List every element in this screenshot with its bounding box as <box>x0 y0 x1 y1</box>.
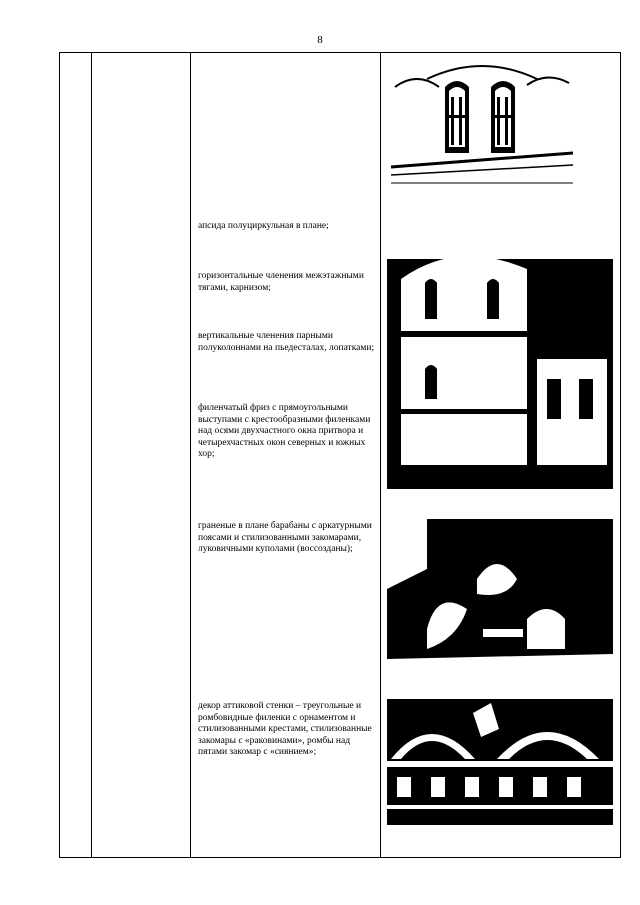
page-number: 8 <box>317 34 323 46</box>
description-apse: апсида полуциркульная в плане; <box>198 221 329 231</box>
column-divider-1 <box>91 53 92 857</box>
column-divider-3 <box>380 53 381 857</box>
description-drums: граненые в плане барабаны с аркатурными поясами и стилизованными закомарами, луковичными куполами (воссозданы); <box>198 521 372 554</box>
description-table <box>59 52 621 858</box>
description-horizontal-divisions: горизонтальные членения межэтажными тягами, карнизом; <box>198 271 364 293</box>
description-vertical-divisions: вертикальные членения парными полуколоннами на пьедесталах, лопатками; <box>198 331 375 353</box>
photo-window-detail <box>387 57 577 189</box>
photo-attic-decor <box>387 699 613 825</box>
description-attic-decor: декор аттиковой стенки – треугольные и ромбовидные филенки с орнаментом и стилизованными крестами, стилизованные закомары с «раковинами», ромбы над пятами закомар с «сиянием»; <box>198 701 372 757</box>
photo-apse <box>387 219 613 489</box>
column-divider-2 <box>190 53 191 857</box>
photo-domes <box>387 519 613 669</box>
description-frieze: филенчатый фриз с прямоугольными выступами с крестообразными филенками над осями двухчастного окна притвора и четырехчастных окон северных и южных хор; <box>198 403 371 459</box>
